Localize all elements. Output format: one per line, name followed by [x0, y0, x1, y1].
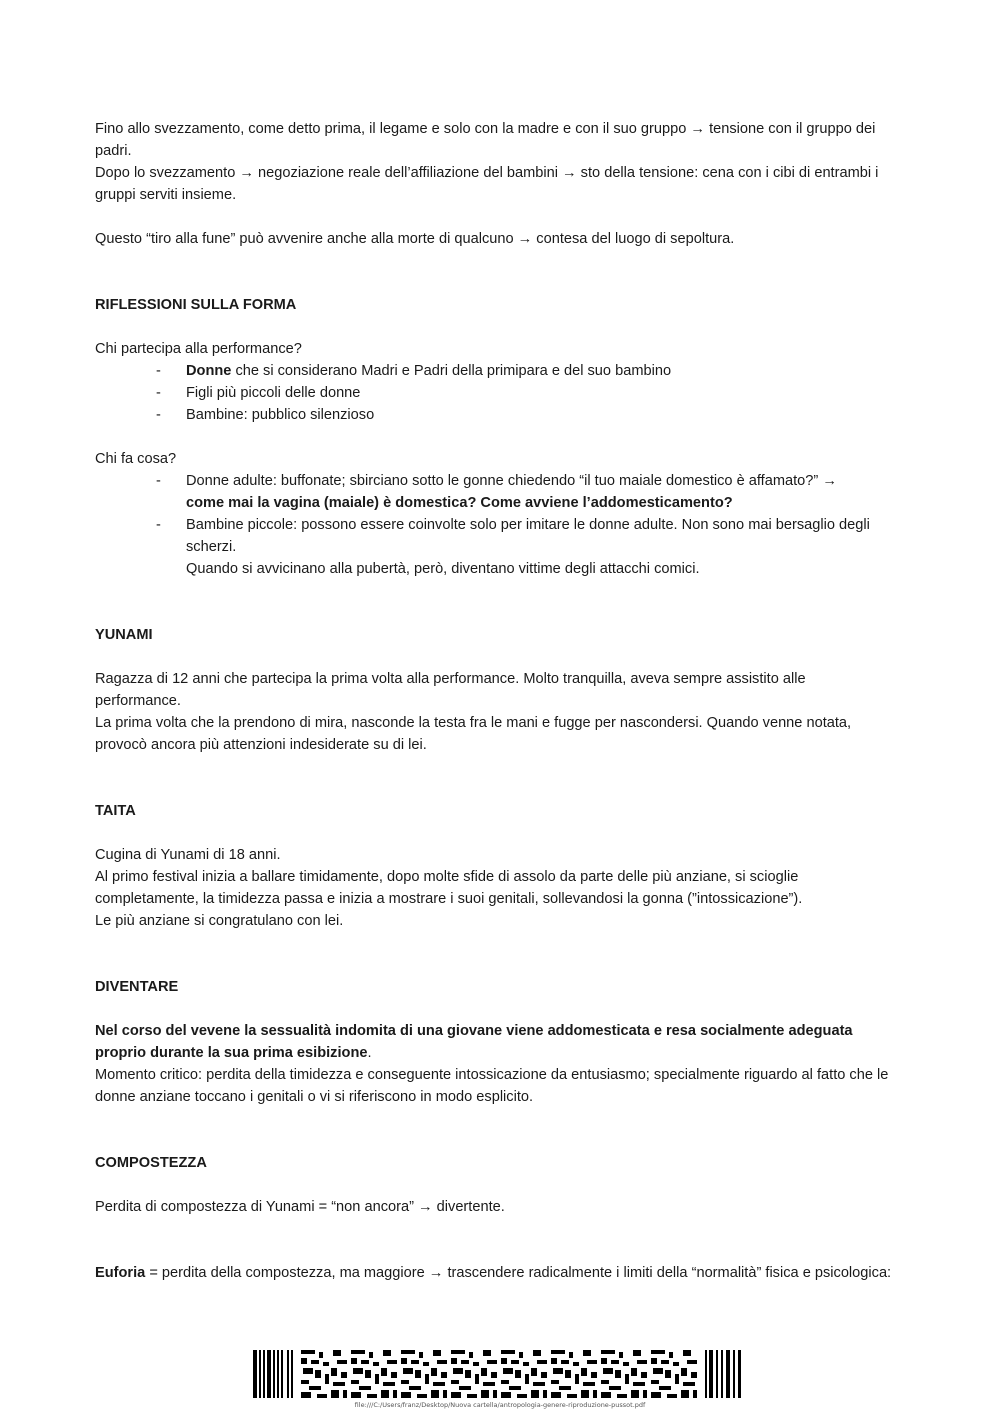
text: divertente. [432, 1199, 505, 1215]
bullet-dash: - [156, 385, 161, 401]
text: Euforia [95, 1265, 146, 1281]
text: negoziazione reale dell’affiliazione del bambini [254, 165, 563, 181]
bullet-dash: - [156, 473, 161, 489]
text: Nel corso del vevene la sessualità indomita di una giovane viene addomesticata e resa socialmente adeguata proprio durante la sua prima esibizione [95, 1023, 853, 1061]
yunami-paragraph-1: Ragazza di 12 anni che partecipa la prima volta alla performance. Molto tranquilla, aveva sempre assistito alle performance. [95, 671, 806, 709]
text: Dopo lo svezzamento [95, 165, 240, 181]
list-item [95, 360, 895, 382]
arrow-icon: → [822, 473, 837, 489]
taita-paragraph-1: Cugina di Yunami di 18 anni. [95, 847, 281, 863]
bullet-dash: - [156, 363, 161, 379]
text: Bambine: pubblico silenzioso [186, 407, 375, 423]
text: Quando si avvicinano alla pubertà, però, diventano vittime degli attacchi comici. [186, 561, 700, 577]
arrow-icon: → [239, 165, 254, 181]
list-item [95, 404, 895, 426]
text: come mai la vagina (maiale) è domestica? Come avviene l’addomesticamento? [186, 495, 733, 511]
barcode-image [253, 1350, 742, 1398]
question-who-participates: Chi partecipa alla performance? [95, 341, 302, 357]
file-path-footer: file:///C:/Users/franz/Desktop/Nuova cartella/antropologia-genere-riproduzione-pussot.pdf [354, 1401, 646, 1409]
section-heading-compostezza: COMPOSTEZZA [95, 1155, 207, 1171]
yunami-paragraph-2: La prima volta che la prendono di mira, nasconde la testa fra le mani e fugge per nascondersi. Quando venne notata, provocò ancora più attenzioni indesiderate su di lei. [95, 715, 852, 753]
taita-paragraph-2: Al primo festival inizia a ballare timidamente, dopo molte sfide di assolo da parte delle più anziane, si scioglie completamente, la timidezza passa e inizia a mostrare i suoi genitali, sollevandosi la gonna (”intossicazione”). [95, 869, 803, 907]
document-body [95, 118, 895, 1284]
bullet-dash: - [156, 517, 161, 533]
participants-list [95, 360, 895, 426]
arrow-icon: → [428, 1265, 444, 1281]
bullet-dash: - [156, 407, 161, 423]
section-heading-taita: TAITA [95, 803, 136, 819]
arrow-icon: → [562, 165, 577, 181]
text: Fino allo svezzamento, come detto prima, il legame e solo con la madre e con il suo gruppo [95, 121, 691, 137]
text: Figli più piccoli delle donne [186, 385, 361, 401]
intro-paragraph-1 [95, 118, 895, 162]
text: contesa del luogo di sepoltura. [532, 231, 735, 247]
section-heading-yunami: YUNAMI [95, 627, 153, 643]
roles-list [95, 470, 895, 580]
diventare-paragraph-1 [95, 1020, 895, 1064]
arrow-icon: → [418, 1199, 433, 1215]
list-item [95, 382, 895, 404]
text: Donne [186, 363, 232, 379]
text: Questo “tiro alla fune” può avvenire anche alla morte di qualcuno [95, 231, 518, 247]
section-heading-riflessioni: RIFLESSIONI SULLA FORMA [95, 297, 297, 313]
text: Perdita di compostezza di Yunami = “non ancora” [95, 1199, 419, 1215]
list-item [95, 514, 895, 580]
text: che si considerano Madri e Padri della primipara e del suo bambino [231, 363, 672, 379]
taita-paragraph-3: Le più anziane si congratulano con lei. [95, 913, 344, 929]
text: trascendere radicalmente i limiti della “normalità” fisica e psicologica: [443, 1265, 892, 1281]
list-item [95, 470, 895, 514]
intro-paragraph-3 [95, 228, 895, 250]
arrow-icon: → [690, 121, 706, 137]
question-who-does-what: Chi fa cosa? [95, 451, 177, 467]
section-heading-diventare: DIVENTARE [95, 979, 179, 995]
diventare-paragraph-2: Momento critico: perdita della timidezza e conseguente intossicazione da entusiasmo; specialmente riguardo al fatto che le donne anziane toccano i genitali o vi si riferiscono in modo esplicito. [95, 1067, 889, 1105]
text: Bambine piccole: possono essere coinvolte solo per imitare le donne adulte. Non sono mai bersaglio degli scherzi. [186, 517, 870, 555]
text: Donne adulte: buffonate; sbirciano sotto le gonne chiedendo “il tuo maiale domestico è affamato?” [186, 473, 823, 489]
text: . [367, 1045, 372, 1061]
compostezza-paragraph-2 [95, 1262, 895, 1284]
text: = perdita della compostezza, ma maggiore [145, 1265, 429, 1281]
text: sto della tensione: cena con i cibi di entrambi i gruppi serviti insieme. [95, 165, 879, 203]
intro-paragraph-2 [95, 162, 895, 206]
text: tensione con il gruppo dei padri. [95, 121, 876, 159]
arrow-icon: → [517, 231, 533, 247]
compostezza-paragraph-1 [95, 1196, 895, 1218]
